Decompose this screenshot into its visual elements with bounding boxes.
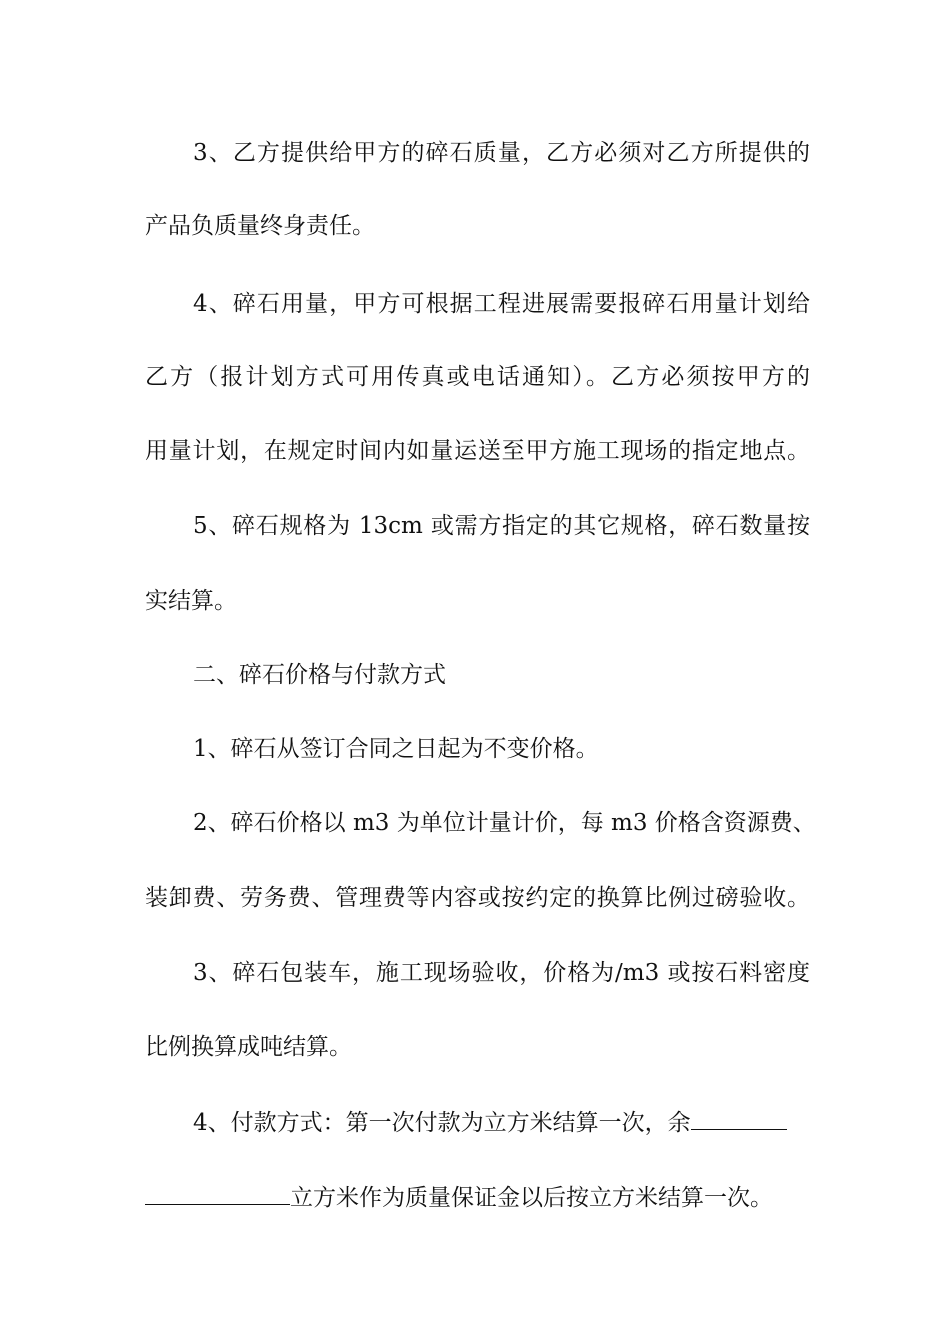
paragraph-4-line-1: 4、碎石用量，甲方可根据工程进展需要报碎石用量计划给 (193, 291, 810, 317)
clause-2-line-1: 2、碎石价格以 m3 为单位计量计价，每 m3 价格含资源费、 (193, 810, 816, 836)
fill-in-blank-1 (691, 1107, 787, 1130)
paragraph-5-line-1: 5、碎石规格为 13cm 或需方指定的其它规格，碎石数量按 (193, 513, 810, 539)
paragraph-4-line-2: 乙方（报计划方式可用传真或电话通知）。乙方必须按甲方的 (145, 364, 810, 390)
clause-3-line-1: 3、碎石包装车，施工现场验收，价格为/m3 或按石料密度 (193, 960, 810, 986)
fill-in-blank-2 (145, 1182, 290, 1205)
clause-4-line-1 (193, 1107, 810, 1138)
clause-4-text-continued: 立方米作为质量保证金以后按立方米结算一次。 (290, 1185, 773, 1211)
clause-4-line-2 (145, 1182, 810, 1213)
clause-1-fixed-price: 1、碎石从签订合同之日起为不变价格。 (193, 736, 599, 762)
clause-3-line-2: 比例换算成吨结算。 (145, 1034, 352, 1060)
section-heading-price-payment: 二、碎石价格与付款方式 (193, 662, 446, 688)
paragraph-3-line-2: 产品负质量终身责任。 (145, 213, 375, 239)
clause-4-text: 4、付款方式：第一次付款为立方米结算一次，余 (193, 1110, 691, 1136)
paragraph-4-line-3: 用量计划，在规定时间内如量运送至甲方施工现场的指定地点。 (145, 438, 810, 464)
paragraph-5-line-2: 实结算。 (145, 588, 237, 614)
paragraph-3-line-1: 3、乙方提供给甲方的碎石质量，乙方必须对乙方所提供的 (193, 140, 810, 166)
clause-2-line-2: 装卸费、劳务费、管理费等内容或按约定的换算比例过磅验收。 (145, 885, 810, 911)
